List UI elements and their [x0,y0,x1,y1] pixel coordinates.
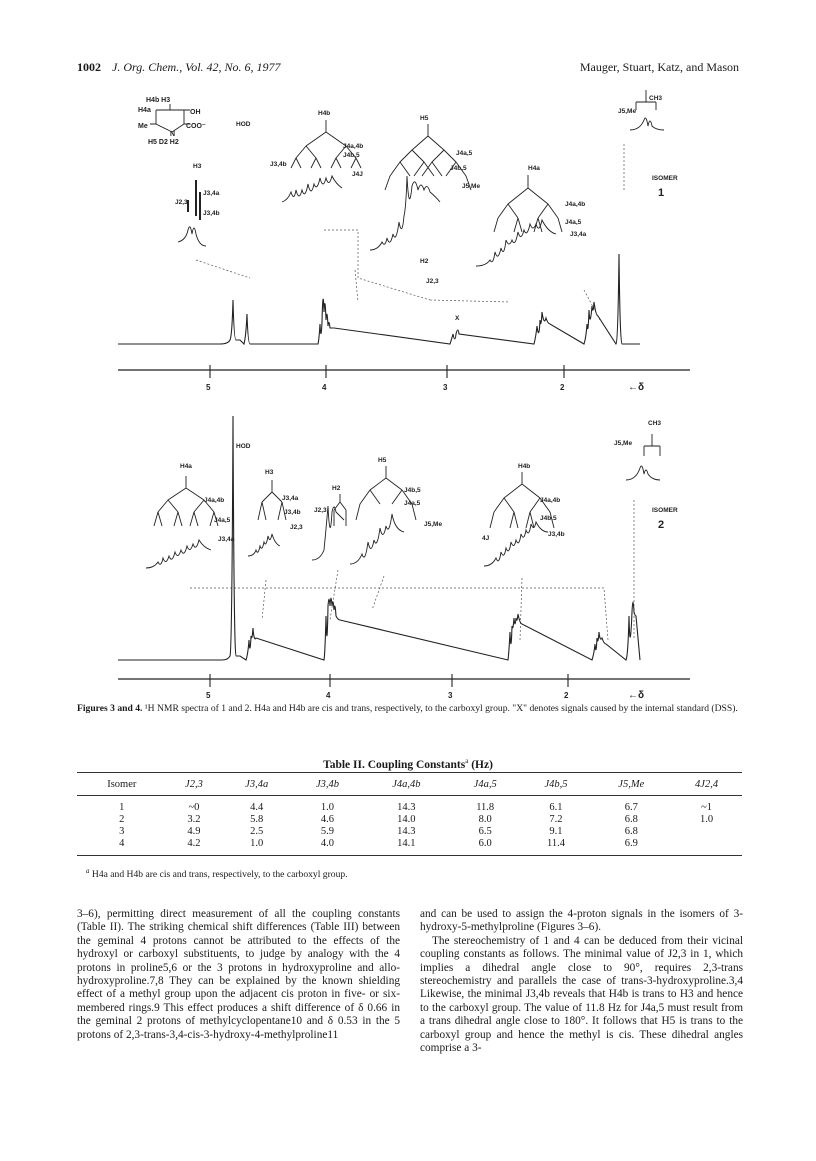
top-delta-label: ←δ [628,382,645,393]
struct-ring-bonds [150,104,190,132]
table-cell: 7.2 [549,814,563,825]
table-cell: 6.0 [450,838,521,856]
nmr-figure [0,80,816,700]
col-header-j4b5: J4b,5 [521,773,592,796]
4j-label: 4J [482,535,490,542]
j4j-label: J4J [352,171,363,178]
table-cell: 11.4 [521,838,592,856]
table-cell: 14.3 [397,802,416,813]
j4a5-label-3: J4a,5 [214,517,231,524]
table-cell: 4.6 [320,814,335,825]
table-row [77,814,742,826]
table-cell: 9.1 [549,826,563,837]
h5-label-2: H5 [378,457,387,464]
top-tick-4: 4 [322,383,327,392]
table-cell [671,826,742,838]
h4a-multiplet-2 [146,540,211,568]
table-title [0,757,816,771]
j23-label: J2,3 [175,199,188,206]
running-header-left [77,60,281,75]
table-cell: 3.2 [187,814,201,825]
journal-citation: J. Org. Chem., Vol. 42, No. 6, 1977 [112,60,281,74]
j34a-label-2: J3,4a [570,231,587,238]
col-header-j4a5: J4a,5 [450,773,521,796]
table-header-row [77,773,742,796]
h4a-splitting-tree [494,175,562,232]
table-cell: 2.5 [250,826,264,837]
j4a4b-label-4: J4a,4b [540,497,561,504]
h3-multiplet-2 [248,534,280,556]
j34b-label-2: J3,4b [270,161,287,168]
h4b-label-2: H4b [518,463,531,470]
body-column-right [420,908,743,1055]
h2-label-2: H2 [332,485,341,492]
table-cell: 4.9 [187,826,201,837]
table-cell: 14.1 [363,838,450,856]
h5-splitting-tree [385,124,471,190]
h5-multiplet [370,176,440,250]
table-title-text: Table II. Coupling Constants [323,758,466,771]
bottom-axis [118,674,690,700]
table-cell: 14.3 [397,826,416,837]
spectrum-1-trace [118,254,640,344]
isomer-2-number: 2 [658,519,665,531]
h5-label: H5 [420,115,429,122]
table-cell: 1.0 [320,802,335,813]
table-row [77,838,742,856]
bottom-tick-2: 2 [564,691,569,700]
j5me-label-3: J5,Me [614,440,633,447]
j5me-label: J5,Me [618,108,637,115]
col-header-j5me: J5,Me [591,773,671,796]
h3-multiplet [178,227,206,246]
bottom-tick-4: 4 [326,691,331,700]
caption-label: Figures 3 and 4. [77,703,143,714]
table-cell: 8.0 [478,814,492,825]
table-footnote [86,867,348,880]
j34a-label: J3,4a [203,190,220,197]
h2-multiplet-2 [312,506,344,560]
table-cell: 3 [119,826,125,837]
body-paragraph: 3–6), permitting direct measurement of all the coupling constants (Table II). The striking chemical shift differences (Table III) between the geminal 4 protons cannot be attributed to the effects of the hydroxyl or carboxyl substituents, to judge by analogy with the 4 protons in proline5,6 or the 3 protons in hydroxyproline and allo-hydroxyproline.7,8 They can be explained by the known shielding effect of a methyl group upon the adjacent cis proton in five- or six-membered rings.9 This effect produces a shift difference of δ 0.66 in the geminal 2 protons of methylcyclopentane10 and δ 0.53 in the 5 protons of 2,3-trans-3,4-cis-3-hydroxy-4-methylproline11 [77,908,400,1041]
table-title-units: (Hz) [471,758,493,771]
h5-multiplet-2 [350,514,404,564]
spectrum-2-trace [118,416,640,660]
j34b-label-4: J3,4b [548,531,565,538]
table-cell: 6.8 [624,814,638,825]
j4a5-label-2: J4a,5 [565,219,582,226]
j4b5-label-4: J4b,5 [540,515,557,522]
h4b-multiplet-2 [484,522,548,566]
page-number: 1002 [77,60,101,74]
j4a5-label-4: J4a,5 [404,500,421,507]
h3-label: H3 [193,163,202,170]
table-cell: 4.0 [292,838,363,856]
j34b-label: J3,4b [203,210,220,217]
isomer-1-number: 1 [658,187,665,199]
table-cell [671,838,742,856]
table-cell: 1 [119,802,125,813]
bottom-tick-3: 3 [448,691,453,700]
h3-label-2: H3 [265,469,274,476]
j4a4b-label: J4a,4b [343,143,364,150]
h3-splitting [188,180,200,220]
isomer-1-word: ISOMER [652,175,678,182]
table-cell: 5.8 [250,814,264,825]
h4a-label: H4a [528,165,540,172]
bottom-delta-label: ←δ [628,690,645,700]
h4a-label-2: H4a [180,463,192,470]
running-header-authors: Mauger, Stuart, Katz, and Mason [579,60,739,74]
struct-coo-label: COO⁻ [186,123,206,130]
j34a-label-4: J3,4a [282,495,299,502]
figure-caption [77,703,742,715]
x-label: X [455,315,460,322]
col-header-4j24: 4J2,4 [671,773,742,796]
col-header-j34b: J3,4b [292,773,363,796]
j4b5-label-2: J4b,5 [450,165,467,172]
table-cell: 6.7 [624,802,638,813]
footnote-mark: a [86,867,90,875]
j4a5-label: J4a,5 [456,150,473,157]
j4b5-label-3: J4b,5 [404,487,421,494]
caption-text: ¹H NMR spectra of 1 and 2. H4a and H4b are cis and trans, respectively, to the carboxyl group. "X" denotes signals caused by the internal standard (DSS). [144,703,738,714]
j23-label-4: J2,3 [314,507,327,514]
table-title-footnote-mark: a [465,757,469,765]
table-cell: 4.4 [250,802,264,813]
table-cell: 14.0 [397,814,416,825]
isomer-2-word: ISOMER [652,507,678,514]
table-row [77,796,742,815]
table-cell: 1.0 [221,838,292,856]
j5me-label-4: J5,Me [424,521,443,528]
table-cell: 6.8 [624,826,638,837]
ch3-label-2: CH3 [648,420,662,427]
body-column-left [77,908,400,1042]
body-paragraph: The stereochemistry of 1 and 4 can be deduced from their vicinal coupling constants as follows. The minimal value of J2,3 in 1, which implies a dihedral angle close to 90°, requires 2,3-trans stereochemistry and parallels the case of trans-3-hydroxyproline.3,4 Likewise, the minimal J3,4b reveals that H4b is trans to H3 and hence to the carboxyl group. The value of 11.8 Hz for J4a,5 must result from a trans dihedral angle close to 180°. It follows that H5 is trans to the carboxyl group and hence the methyl is cis. These dihedral angles comprise a 3- [420,934,743,1055]
table-cell: 1.0 [700,814,714,825]
coupling-constants-table [77,772,742,856]
j34a-label-3: J3,4a [218,536,235,543]
j5me-label-2: J5,Me [462,183,481,190]
struct-bottom-label: H5 D2 H2 [148,139,179,146]
footnote-text: H4a and H4b are cis and trans, respectively, to the carboxyl group. [91,869,348,881]
h4b-label: H4b [318,110,331,117]
top-tick-2: 2 [560,383,565,392]
j23-label-3: J2,3 [290,524,303,531]
j34b-label-3: J3,4b [284,509,301,516]
table-row [77,826,742,838]
struct-oh-label: OH [190,109,201,116]
table-cell: 4.2 [167,838,222,856]
top-tick-5: 5 [206,383,211,392]
h2-label: H2 [420,258,429,265]
bottom-tick-5: 5 [206,691,211,700]
struct-top-label: H4b H3 [146,97,171,104]
j4b5-label: J4b,5 [343,152,360,159]
table-cell: 4 [77,838,167,856]
col-header-isomer: Isomer [77,773,167,796]
h4a-multiplet [476,220,556,266]
col-header-j23: J2,3 [167,773,222,796]
table-cell: ~0 [188,802,200,813]
col-header-j4a4b: J4a,4b [363,773,450,796]
table-cell: 5.9 [320,826,335,837]
hod-label: HOD [236,121,251,128]
table-cell: ~1 [701,802,713,813]
struct-me-label: Me [138,123,148,130]
top-tick-3: 3 [443,383,448,392]
table-cell: 2 [119,814,125,825]
ch3-label: CH3 [649,95,663,102]
hod-label-2: HOD [236,443,251,450]
table-cell: 6.9 [591,838,671,856]
h4b-multiplet [282,176,342,202]
j23-label-2: J2,3 [426,278,439,285]
body-paragraph: and can be used to assign the 4-proton signals in the isomers of 3-hydroxy-5-methylproline (Figures 3–6). [420,908,743,934]
table-cell: 6.1 [549,802,563,813]
j4a4b-label-2: J4a,4b [565,201,586,208]
structure-diagram [138,97,206,146]
j4a4b-label-3: J4a,4b [204,497,225,504]
struct-h4a-label: H4a [138,107,151,114]
table-cell: 6.5 [478,826,492,837]
col-header-j34a: J3,4a [221,773,292,796]
table-cell: 11.8 [476,802,495,813]
top-axis [118,365,690,393]
struct-n-label: N [170,131,176,138]
